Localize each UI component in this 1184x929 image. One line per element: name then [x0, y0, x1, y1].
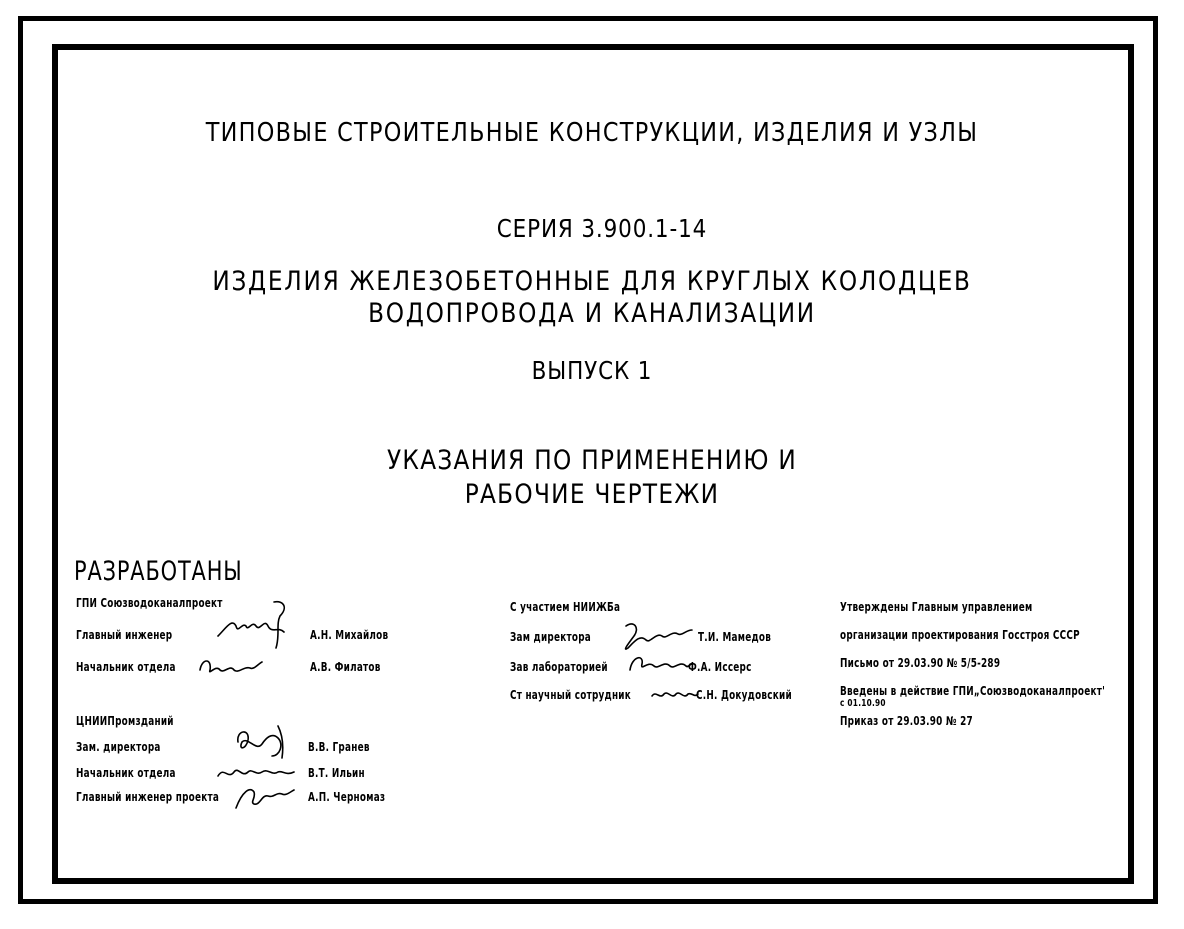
part-title	[83, 444, 1101, 512]
signature-granev	[232, 722, 292, 762]
gpi-org: ГПИ Союзводоканалпроект	[76, 596, 223, 610]
niizhb-name-1: Т.И. Мамедов	[698, 630, 772, 644]
signature-dokudovsky	[650, 686, 700, 704]
tsnii-position-3: Главный инженер проекта	[76, 790, 220, 804]
approval-line-2: организации проектирования Госстроя СССР	[840, 628, 1080, 642]
tsnii-position-1: Зам. директора	[76, 740, 161, 754]
approval-line-6: Приказ от 29.03.90 № 27	[840, 714, 973, 728]
niizhb-name-3: С.Н. Докудовский	[696, 688, 792, 702]
approval-line-1: Утверждены Главным управлением	[840, 600, 1033, 614]
approval-line-5: с 01.10.90	[840, 698, 886, 709]
part-line-1: УКАЗАНИЯ ПО ПРИМЕНЕНИЮ И	[386, 445, 798, 476]
developed-heading: РАЗРАБОТАНЫ	[74, 556, 243, 587]
niizhb-position-2: Зав лабораторией	[510, 660, 608, 674]
signature-filatov	[196, 652, 266, 680]
approval-line-4: Введены в действие ГПИ„Союзводоканалпроект'	[840, 684, 1106, 698]
subject-line-2: ВОДОПРОВОДА И КАНАЛИЗАЦИИ	[368, 298, 816, 329]
subject-title	[83, 266, 1101, 330]
approval-line-3: Письмо от 29.03.90 № 5/5-289	[840, 656, 1001, 670]
subject-line-1: ИЗДЕЛИЯ ЖЕЛЕЗОБЕТОННЫЕ ДЛЯ КРУГЛЫХ КОЛОДЦЕВ	[212, 266, 972, 297]
tsnii-position-2: Начальник отдела	[76, 766, 176, 780]
tsnii-org: ЦНИИПромзданий	[76, 714, 174, 728]
niizhb-org: С участием НИИЖБа	[510, 600, 621, 614]
series-number: СЕРИЯ 3.900.1-14	[496, 214, 708, 243]
gpi-name-1: А.Н. Михайлов	[310, 628, 389, 642]
signature-ilyin	[216, 762, 300, 784]
niizhb-position-1: Зам директора	[510, 630, 592, 644]
signature-chernomaz	[232, 782, 296, 812]
gpi-position-2: Начальник отдела	[76, 660, 176, 674]
tsnii-name-2: В.Т. Ильин	[308, 766, 365, 780]
gpi-name-2: А.В. Филатов	[310, 660, 381, 674]
niizhb-name-2: Ф.А. Иссерс	[688, 660, 752, 674]
issue-number: ВЫПУСК 1	[531, 356, 653, 385]
tsnii-name-1: В.В. Гранев	[308, 740, 370, 754]
tsnii-name-3: А.П. Черномаз	[308, 790, 386, 804]
signature-issers	[624, 650, 694, 676]
part-line-2: РАБОЧИЕ ЧЕРТЕЖИ	[464, 479, 720, 510]
signature-mamedov	[614, 618, 694, 654]
niizhb-position-3: Ст научный сотрудник	[510, 688, 632, 702]
collection-title: ТИПОВЫЕ СТРОИТЕЛЬНЫЕ КОНСТРУКЦИИ, ИЗДЕЛИЯ И УЗЛЫ	[205, 118, 979, 148]
signature-mikhailov	[214, 596, 294, 652]
gpi-position-1: Главный инженер	[76, 628, 173, 642]
